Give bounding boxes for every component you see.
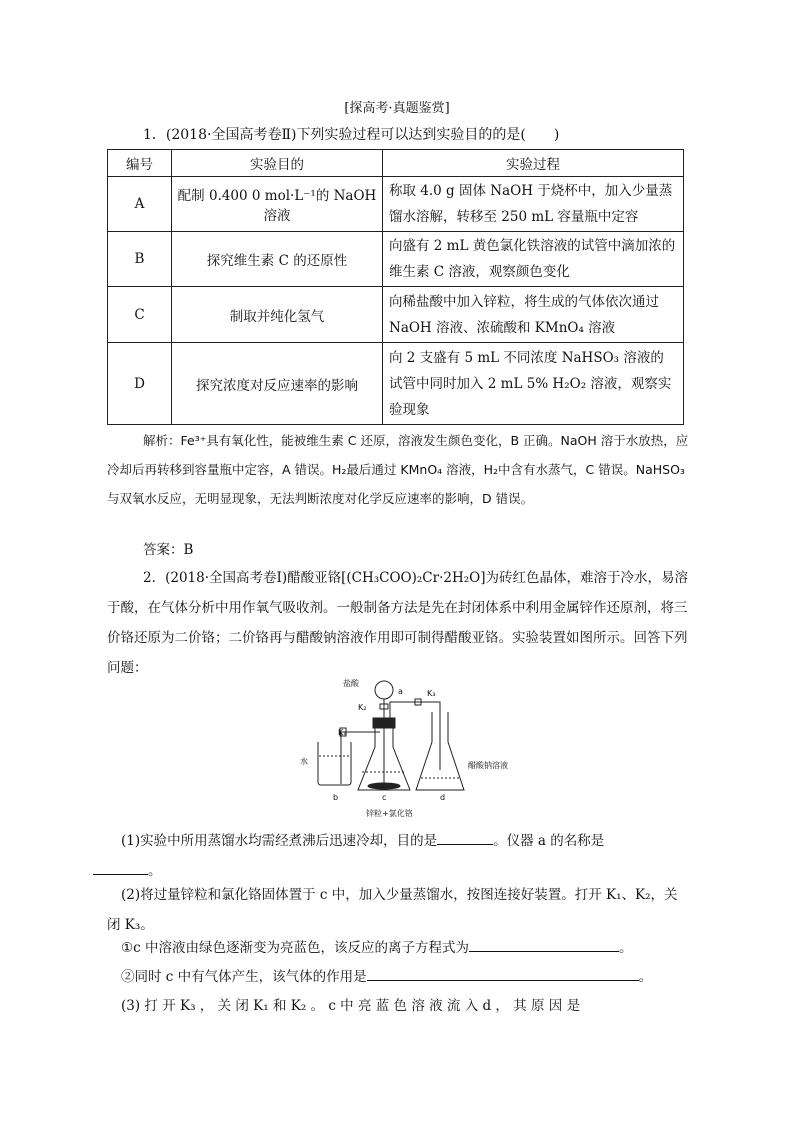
experiment-table (107, 149, 684, 425)
label-d: d (440, 793, 446, 802)
analysis-body: 解析：Fe³⁺具有氧化性，能被维生素 C 还原，溶液发生颜色变化，B 正确。NaOH 溶于水放热，应冷却后再转移到容量瓶中定容，A 错误。H₂最后通过 KMnO₄ 溶液，H₂中含有水蒸气，C 错误。NaHSO₃与双氧水反应，无明显现象，无法判断浓度对化学反应速率的影响，D 错误。 (107, 433, 689, 506)
table-header-row (108, 150, 684, 177)
row-id: C (108, 287, 172, 343)
label-zn: 锌粒+氯化铬 (366, 809, 413, 818)
part-2-1-end: 。 (618, 940, 633, 956)
section-title: [探高考·真题鉴赏] (344, 101, 450, 116)
part-2-2-text: ②同时 c 中有气体产生，该气体的作用是 (121, 969, 367, 985)
row-goal: 制取并纯化氢气 (172, 287, 383, 343)
label-k3: K₃ (427, 689, 436, 698)
row-process: 向稀盐酸中加入锌粒，将生成的气体依次通过 NaOH 溶液、浓硫酸和 KMnO₄ 溶液 (383, 287, 684, 343)
header-id: 编号 (108, 150, 172, 177)
header-process: 实验过程 (383, 150, 684, 177)
beaker-b (318, 742, 351, 785)
answer-text: 答案：B (143, 542, 194, 558)
question-1-stem: 1．(2018·全国高考卷Ⅱ)下列实验过程可以达到实验目的的是( ) (143, 127, 560, 143)
part-2-2-end: 。 (638, 969, 653, 985)
table-row (108, 343, 684, 425)
table-row (108, 177, 684, 232)
label-a: a (398, 687, 403, 696)
part-1-text-c: 。 (148, 863, 162, 879)
header-goal: 实验目的 (172, 150, 383, 177)
row-goal: 配制 0.400 0 mol·L⁻¹的 NaOH 溶液 (172, 177, 383, 232)
question-2-part-2-1 (107, 933, 689, 963)
answer-blank[interactable] (437, 830, 493, 845)
label-k1: K₁ (338, 728, 347, 737)
label-naac: 醋酸钠溶液 (468, 761, 508, 770)
row-process: 向盛有 2 mL 黄色氯化铁溶液的试管中滴加浓的维生素 C 溶液，观察颜色变化 (383, 232, 684, 287)
label-b: b (333, 793, 339, 802)
question-2-part-2-2 (107, 962, 689, 992)
analysis-text (107, 426, 689, 513)
question-2-stem: 2．(2018·全国高考卷Ⅰ)醋酸亚铬[(CH₃COO)₂Cr·2H₂O]为砖红色晶体，难溶于冷水，易溶于酸，在气体分析中用作氧气吸收剂。一般制备方法是先在封闭体系中利用金属锌作还原剂，将三价铬还原为二价铬；二价铬再与醋酸钠溶液作用即可制得醋酸亚铬。实验装置如图所示。回答下列问题： (107, 570, 688, 676)
answer-blank[interactable] (469, 937, 619, 952)
row-goal: 探究维生素 C 的还原性 (172, 232, 383, 287)
table-row (108, 287, 684, 343)
table-row (108, 232, 684, 287)
funnel-a (375, 681, 393, 699)
label-c: c (382, 793, 387, 802)
answer-blank[interactable] (93, 860, 148, 875)
row-process: 称取 4.0 g 固体 NaOH 于烧杯中，加入少量蒸馏水溶解，转移至 250 mL 容量瓶中定容 (383, 177, 684, 232)
row-id: D (108, 343, 172, 425)
question-2-part-2: (2)将过量锌粒和氯化铬固体置于 c 中，加入少量蒸馏水，按图连接好装置。打开 K₁、K₂，关闭 K₃。 (107, 887, 678, 933)
glass-tube-b (341, 732, 380, 784)
label-hcl: 盐酸 (343, 679, 359, 688)
question-2-part-3: (3) 打 开 K₃ ， 关 闭 K₁ 和 K₂ 。 c 中 亮 蓝 色 溶 液 流 入 d ， 其 原 因 是 (121, 998, 581, 1014)
answer-blank[interactable] (367, 966, 639, 981)
label-k2: K₂ (358, 703, 367, 712)
row-goal: 探究浓度对反应速率的影响 (172, 343, 383, 425)
apparatus-diagram (300, 672, 550, 822)
part-2-1-text: ①c 中溶液由绿色逐渐变为亮蓝色，该反应的离子方程式为 (121, 940, 469, 956)
row-id: A (108, 177, 172, 232)
row-id: B (108, 232, 172, 287)
part-1-text-a: (1)实验中所用蒸馏水均需经煮沸后迅速冷却，目的是 (121, 833, 438, 849)
row-process: 向 2 支盛有 5 mL 不同浓度 NaHSO₃ 溶液的试管中同时加入 2 mL 5% H₂O₂ 溶液，观察实验现象 (383, 343, 684, 425)
part-1-text-b: 。仪器 a 的名称是 (493, 833, 605, 849)
label-water: 水 (300, 757, 308, 766)
question-2-part-1 (107, 826, 689, 886)
